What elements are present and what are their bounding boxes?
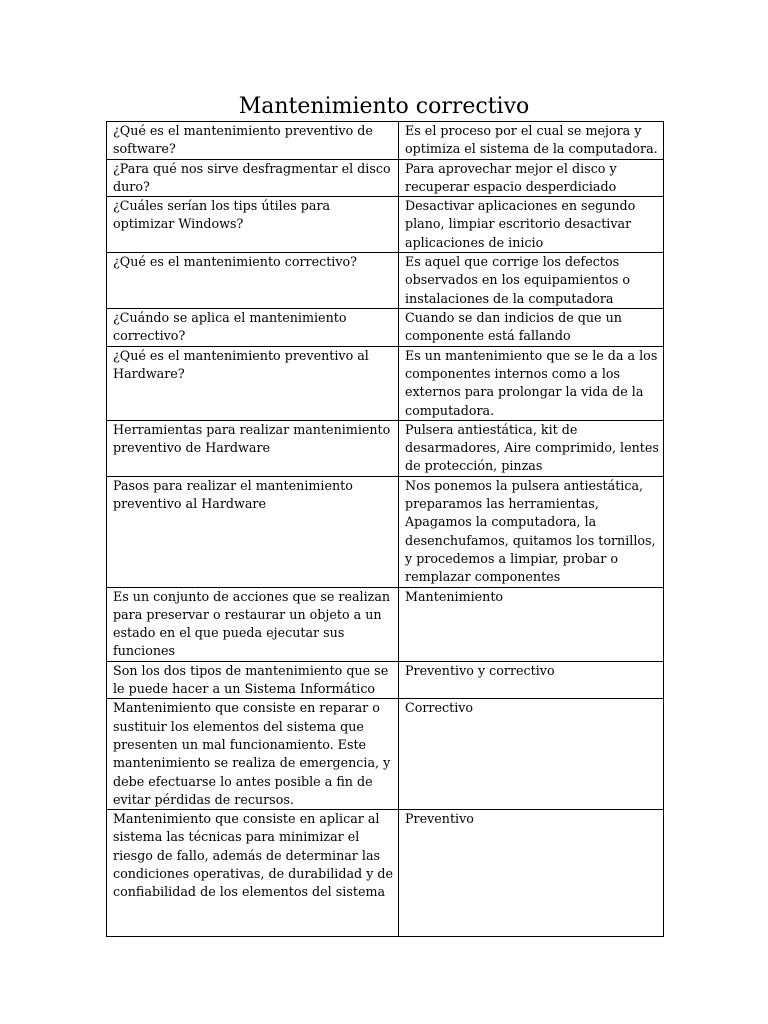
table-row — [107, 810, 664, 937]
question-cell: Pasos para realizar el mantenimiento preventivo al Hardware — [107, 476, 399, 587]
question-cell: Son los dos tipos de mantenimiento que se le puede hacer a un Sistema Informático — [107, 661, 399, 699]
answer-cell: Es aquel que corrige los defectos observados en los equipamientos o instalaciones de la computadora — [399, 253, 664, 309]
question-cell: ¿Cuáles serían los tips útiles para optimizar Windows? — [107, 197, 399, 253]
table-row — [107, 159, 664, 197]
table-row — [107, 253, 664, 309]
question-cell: ¿Qué es el mantenimiento preventivo de software? — [107, 122, 399, 160]
answer-cell: Es un mantenimiento que se le da a los componentes internos como a los externos para prolongar la vida de la computadora. — [399, 346, 664, 420]
answer-cell: Mantenimiento — [399, 587, 664, 661]
question-cell: ¿Qué es el mantenimiento preventivo al Hardware? — [107, 346, 399, 420]
table-row — [107, 699, 664, 810]
question-cell: Es un conjunto de acciones que se realizan para preservar o restaurar un objeto a un estado en el que pueda ejecutar sus funciones — [107, 587, 399, 661]
table-row — [107, 197, 664, 253]
table-row — [107, 309, 664, 347]
table-row — [107, 346, 664, 420]
answer-cell: Pulsera antiestática, kit de desarmadores, Aire comprimido, lentes de protección, pinzas — [399, 420, 664, 476]
answer-cell: Para aprovechar mejor el disco y recuperar espacio desperdiciado — [399, 159, 664, 197]
question-cell: ¿Cuándo se aplica el mantenimiento correctivo? — [107, 309, 399, 347]
page-title: Mantenimiento correctivo — [238, 94, 530, 119]
question-cell: Herramientas para realizar mantenimiento preventivo de Hardware — [107, 420, 399, 476]
table-row — [107, 476, 664, 587]
table-row — [107, 661, 664, 699]
table-row — [107, 420, 664, 476]
question-cell: ¿Para qué nos sirve desfragmentar el disco duro? — [107, 159, 399, 197]
question-cell: Mantenimiento que consiste en aplicar al sistema las técnicas para minimizar el riesgo de fallo, además de determinar las condiciones operativas, de durabilidad y de confiabilidad de los elementos del sistema — [107, 810, 399, 937]
answer-cell: Preventivo — [399, 810, 664, 937]
answer-cell: Correctivo — [399, 699, 664, 810]
question-cell: ¿Qué es el mantenimiento correctivo? — [107, 253, 399, 309]
answer-cell: Desactivar aplicaciones en segundo plano, limpiar escritorio desactivar aplicaciones de inicio — [399, 197, 664, 253]
answer-cell: Preventivo y correctivo — [399, 661, 664, 699]
qa-table — [106, 121, 664, 937]
answer-cell: Nos ponemos la pulsera antiestática, preparamos las herramientas, Apagamos la computadora, la desenchufamos, quitamos los tornillos, y procedemos a limpiar, probar o remplazar componentes — [399, 476, 664, 587]
table-row — [107, 587, 664, 661]
answer-cell: Es el proceso por el cual se mejora y optimiza el sistema de la computadora. — [399, 122, 664, 160]
question-cell: Mantenimiento que consiste en reparar o sustituir los elementos del sistema que presenten un mal funcionamiento. Este mantenimiento se realiza de emergencia, y debe efectuarse lo antes posible a fin de evitar pérdidas de recursos. — [107, 699, 399, 810]
table-row — [107, 122, 664, 160]
answer-cell: Cuando se dan indicios de que un componente está fallando — [399, 309, 664, 347]
